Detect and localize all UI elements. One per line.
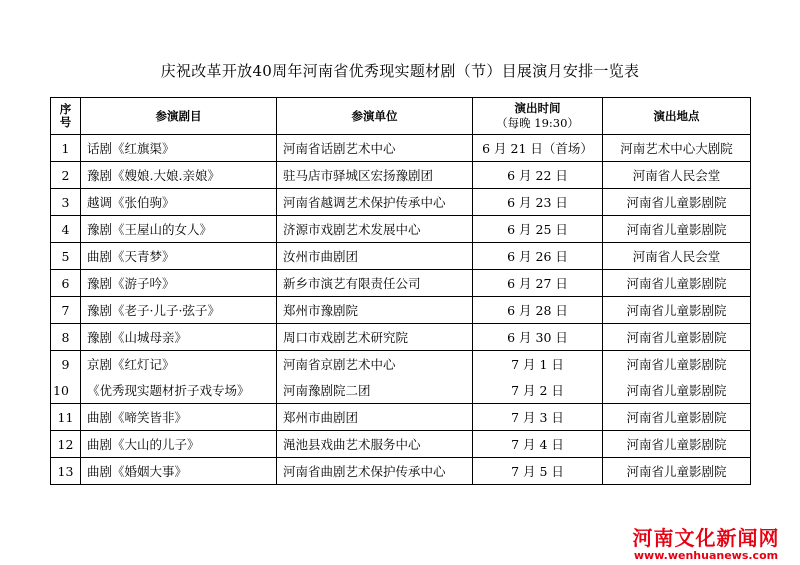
cell-unit: 渑池县戏曲艺术服务中心 bbox=[277, 431, 473, 458]
cell-time: 7 月 1 日 bbox=[473, 351, 603, 378]
cell-play: 话剧《红旗渠》 bbox=[81, 135, 277, 162]
header-venue: 演出地点 bbox=[603, 98, 751, 135]
header-seq: 序号 bbox=[51, 98, 81, 135]
cell-venue: 河南省儿童影剧院 bbox=[603, 351, 751, 378]
cell-play: 豫剧《山城母亲》 bbox=[81, 324, 277, 351]
cell-venue: 河南省儿童影剧院 bbox=[603, 216, 751, 243]
cell-time: 6 月 28 日 bbox=[473, 297, 603, 324]
cell-unit: 河南省话剧艺术中心 bbox=[277, 135, 473, 162]
cell-time: 6 月 23 日 bbox=[473, 189, 603, 216]
cell-seq: 2 bbox=[51, 162, 81, 189]
cell-time: 6 月 26 日 bbox=[473, 243, 603, 270]
cell-play: 曲剧《天青梦》 bbox=[81, 243, 277, 270]
table-row bbox=[51, 458, 751, 485]
header-unit: 参演单位 bbox=[277, 98, 473, 135]
table-row bbox=[51, 243, 751, 270]
watermark-site-name: 河南文化新闻网 bbox=[632, 526, 780, 550]
cell-unit: 济源市戏剧艺术发展中心 bbox=[277, 216, 473, 243]
header-time bbox=[473, 98, 603, 135]
cell-play: 越调《张伯驹》 bbox=[81, 189, 277, 216]
cell-venue: 河南省儿童影剧院 bbox=[603, 270, 751, 297]
cell-seq: 5 bbox=[51, 243, 81, 270]
cell-unit: 新乡市演艺有限责任公司 bbox=[277, 270, 473, 297]
cell-unit: 河南省越调艺术保护传承中心 bbox=[277, 189, 473, 216]
cell-play: 曲剧《婚姻大事》 bbox=[81, 458, 277, 485]
table-row bbox=[51, 216, 751, 243]
cell-time: 7 月 2 日 bbox=[473, 377, 603, 404]
document-title: 庆祝改革开放40周年河南省优秀现实题材剧（节）目展演月安排一览表 bbox=[160, 62, 640, 80]
header-time-line2: （每晚 19:30） bbox=[496, 116, 579, 130]
cell-unit: 驻马店市驿城区宏扬豫剧团 bbox=[277, 162, 473, 189]
cell-time: 7 月 5 日 bbox=[473, 458, 603, 485]
cell-seq: 11 bbox=[51, 404, 81, 431]
cell-play: 《优秀现实题材折子戏专场》 bbox=[81, 377, 277, 404]
table-row bbox=[51, 189, 751, 216]
cell-unit: 周口市戏剧艺术研究院 bbox=[277, 324, 473, 351]
header-play: 参演剧目 bbox=[81, 98, 277, 135]
cell-seq: 10 bbox=[51, 377, 81, 404]
table-row bbox=[51, 404, 751, 431]
cell-seq: 13 bbox=[51, 458, 81, 485]
cell-unit: 郑州市豫剧院 bbox=[277, 297, 473, 324]
cell-venue: 河南省儿童影剧院 bbox=[603, 189, 751, 216]
cell-time: 6 月 25 日 bbox=[473, 216, 603, 243]
cell-venue: 河南省儿童影剧院 bbox=[603, 324, 751, 351]
cell-time: 6 月 30 日 bbox=[473, 324, 603, 351]
cell-seq: 8 bbox=[51, 324, 81, 351]
cell-seq: 6 bbox=[51, 270, 81, 297]
cell-venue: 河南省儿童影剧院 bbox=[603, 404, 751, 431]
cell-play: 曲剧《大山的儿子》 bbox=[81, 431, 277, 458]
cell-unit: 汝州市曲剧团 bbox=[277, 243, 473, 270]
cell-venue: 河南省儿童影剧院 bbox=[603, 458, 751, 485]
table-row bbox=[51, 324, 751, 351]
cell-venue: 河南省儿童影剧院 bbox=[603, 297, 751, 324]
table-row bbox=[51, 377, 751, 404]
table-row bbox=[51, 297, 751, 324]
cell-seq: 9 bbox=[51, 351, 81, 378]
cell-play: 豫剧《老子·儿子·弦子》 bbox=[81, 297, 277, 324]
table-row bbox=[51, 431, 751, 458]
table-row bbox=[51, 135, 751, 162]
cell-venue: 河南省儿童影剧院 bbox=[603, 431, 751, 458]
cell-unit: 河南省曲剧艺术保护传承中心 bbox=[277, 458, 473, 485]
cell-seq: 4 bbox=[51, 216, 81, 243]
cell-unit: 河南省京剧艺术中心 bbox=[277, 351, 473, 378]
cell-time: 7 月 3 日 bbox=[473, 404, 603, 431]
site-watermark bbox=[626, 522, 786, 562]
cell-play: 京剧《红灯记》 bbox=[81, 351, 277, 378]
cell-venue: 河南艺术中心大剧院 bbox=[603, 135, 751, 162]
table-row bbox=[51, 351, 751, 378]
cell-seq: 3 bbox=[51, 189, 81, 216]
cell-time: 7 月 4 日 bbox=[473, 431, 603, 458]
cell-unit: 郑州市曲剧团 bbox=[277, 404, 473, 431]
cell-unit: 河南豫剧院二团 bbox=[277, 377, 473, 404]
table-row bbox=[51, 162, 751, 189]
schedule-table bbox=[50, 97, 751, 485]
cell-time: 6 月 27 日 bbox=[473, 270, 603, 297]
cell-venue: 河南省人民会堂 bbox=[603, 162, 751, 189]
cell-venue: 河南省人民会堂 bbox=[603, 243, 751, 270]
cell-time: 6 月 21 日（首场） bbox=[473, 135, 603, 162]
cell-seq: 1 bbox=[51, 135, 81, 162]
header-time-line1: 演出时间 bbox=[514, 101, 561, 115]
watermark-url: www.wenhuanews.com bbox=[633, 549, 779, 562]
cell-seq: 7 bbox=[51, 297, 81, 324]
table-row bbox=[51, 270, 751, 297]
cell-time: 6 月 22 日 bbox=[473, 162, 603, 189]
cell-play: 豫剧《嫂娘.大娘.亲娘》 bbox=[81, 162, 277, 189]
cell-play: 豫剧《游子吟》 bbox=[81, 270, 277, 297]
table-header-row bbox=[51, 98, 751, 135]
cell-play: 豫剧《王屋山的女人》 bbox=[81, 216, 277, 243]
cell-play: 曲剧《啼笑皆非》 bbox=[81, 404, 277, 431]
cell-seq: 12 bbox=[51, 431, 81, 458]
cell-venue: 河南省儿童影剧院 bbox=[603, 377, 751, 404]
